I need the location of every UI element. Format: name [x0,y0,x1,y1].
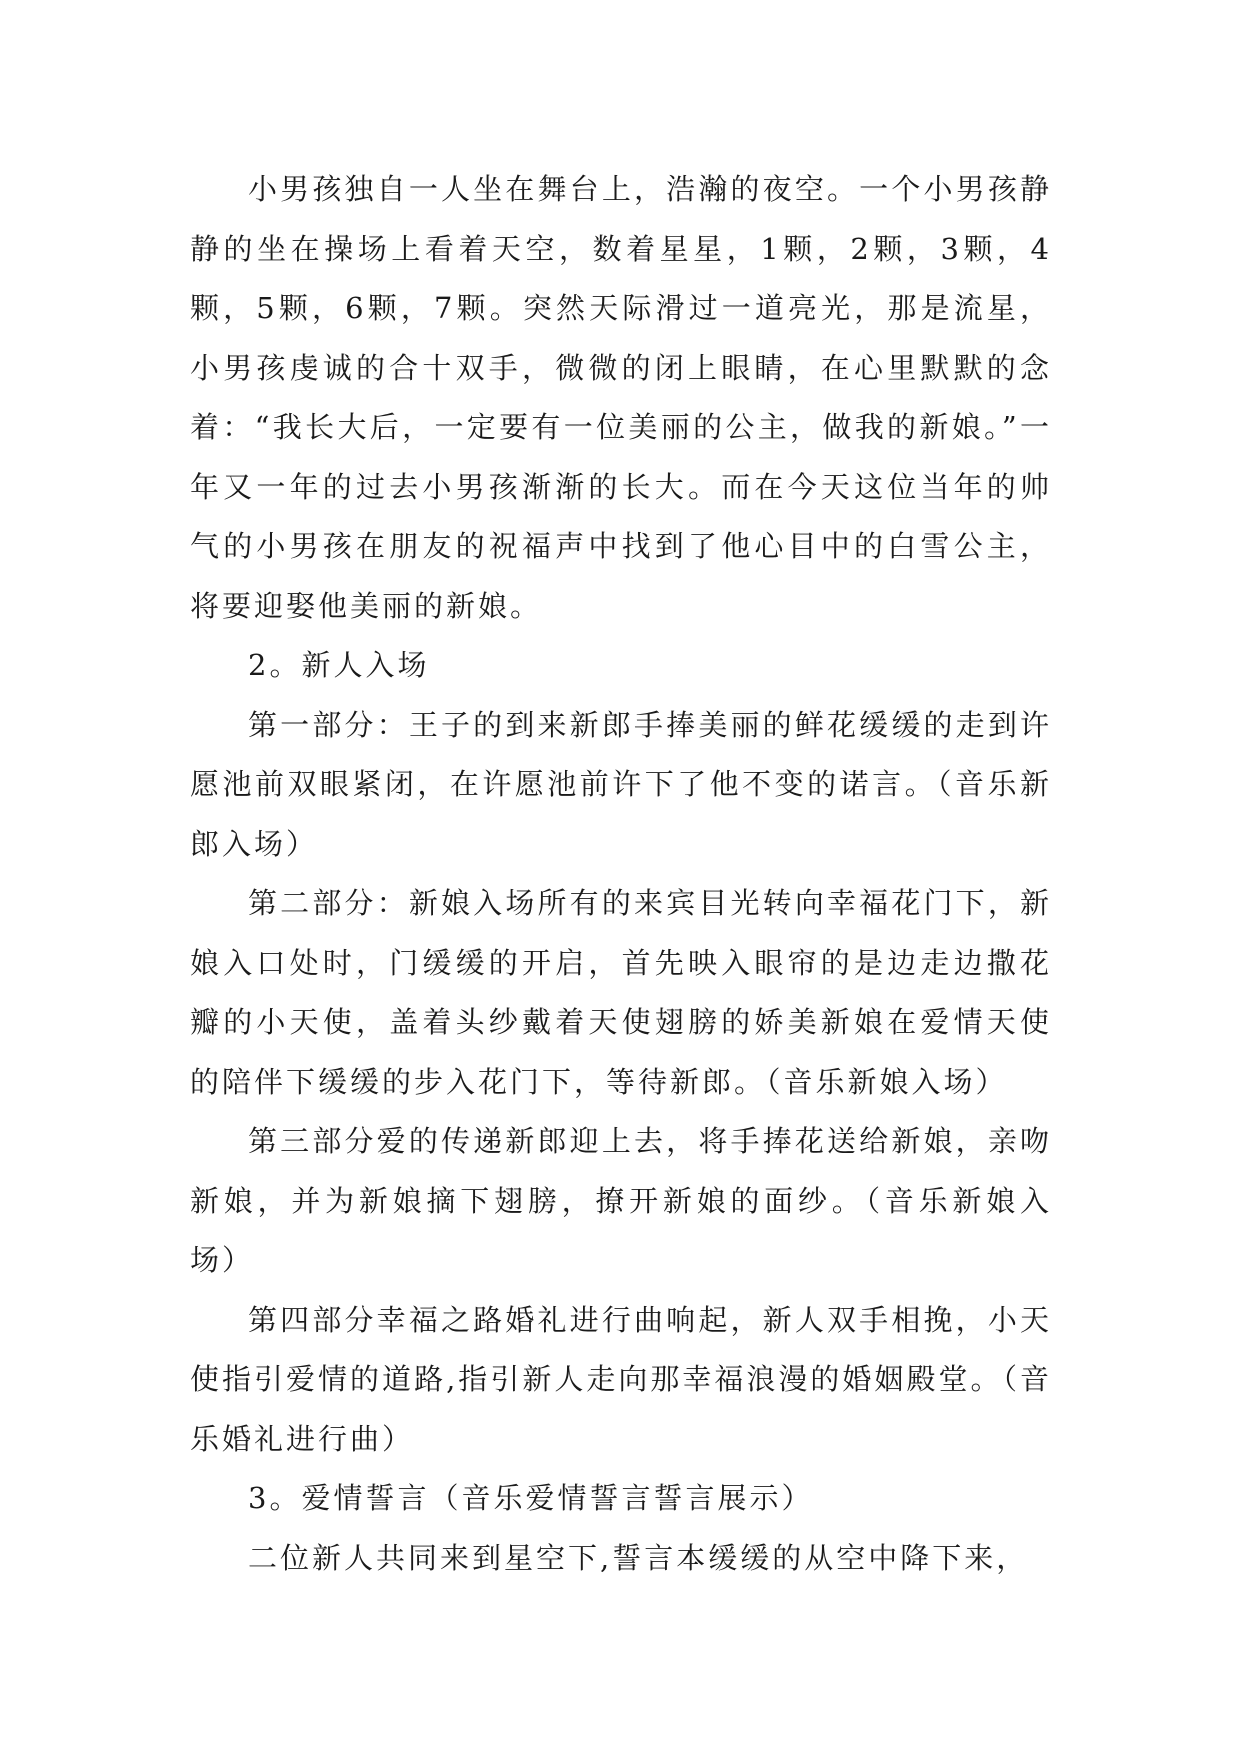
paragraph-part-three: 第三部分爱的传递新郎迎上去，将手捧花送给新娘，亲吻新娘，并为新娘摘下翅膀，撩开新娘的面纱。（音乐新娘入场） [190,1124,1052,1277]
paragraph-part-one: 第一部分：王子的到来新郎手捧美丽的鲜花缓缓的走到许愿池前双眼紧闭，在许愿池前许下了他不变的诺言。（音乐新郎入场） [190,707,1052,861]
body-text [190,160,1052,1588]
heading-love-vows: 3。爱情誓言（音乐爱情誓言誓言展示） [248,1481,814,1515]
paragraph-story: 小男孩独自一人坐在舞台上，浩瀚的夜空。一个小男孩静静的坐在操场上看着天空，数着星星，1颗，2颗，3颗，4颗，5颗，6颗，7颗。突然天际滑过一道亮光，那是流星，小男孩虔诚的合十双手，微微的闭上眼睛，在心里默默的念着：“我长大后，一定要有一位美丽的公主，做我的新娘。”一年又一年的过去小男孩渐渐的长大。而在今天这位当年的帅气的小男孩在朋友的祝福声中找到了他心目中的白雪公主，将要迎娶他美丽的新娘。 [190,172,1052,623]
paragraph-part-two: 第二部分：新娘入场所有的来宾目光转向幸福花门下，新娘入口处时，门缓缓的开启，首先映入眼帘的是边走边撒花瓣的小天使，盖着头纱戴着天使翅膀的娇美新娘在爱情天使的陪伴下缓缓的步入花门下，等待新郎。（音乐新娘入场） [190,886,1052,1099]
heading-newlyweds-entrance: 2。新人入场 [248,648,430,682]
paragraph-vows-intro: 二位新人共同来到星空下,誓言本缓缓的从空中降下来， [248,1540,1029,1575]
paragraph-part-four: 第四部分幸福之路婚礼进行曲响起，新人双手相挽，小天使指引爱情的道路,指引新人走向那幸福浪漫的婚姻殿堂。（音乐婚礼进行曲） [190,1302,1052,1456]
